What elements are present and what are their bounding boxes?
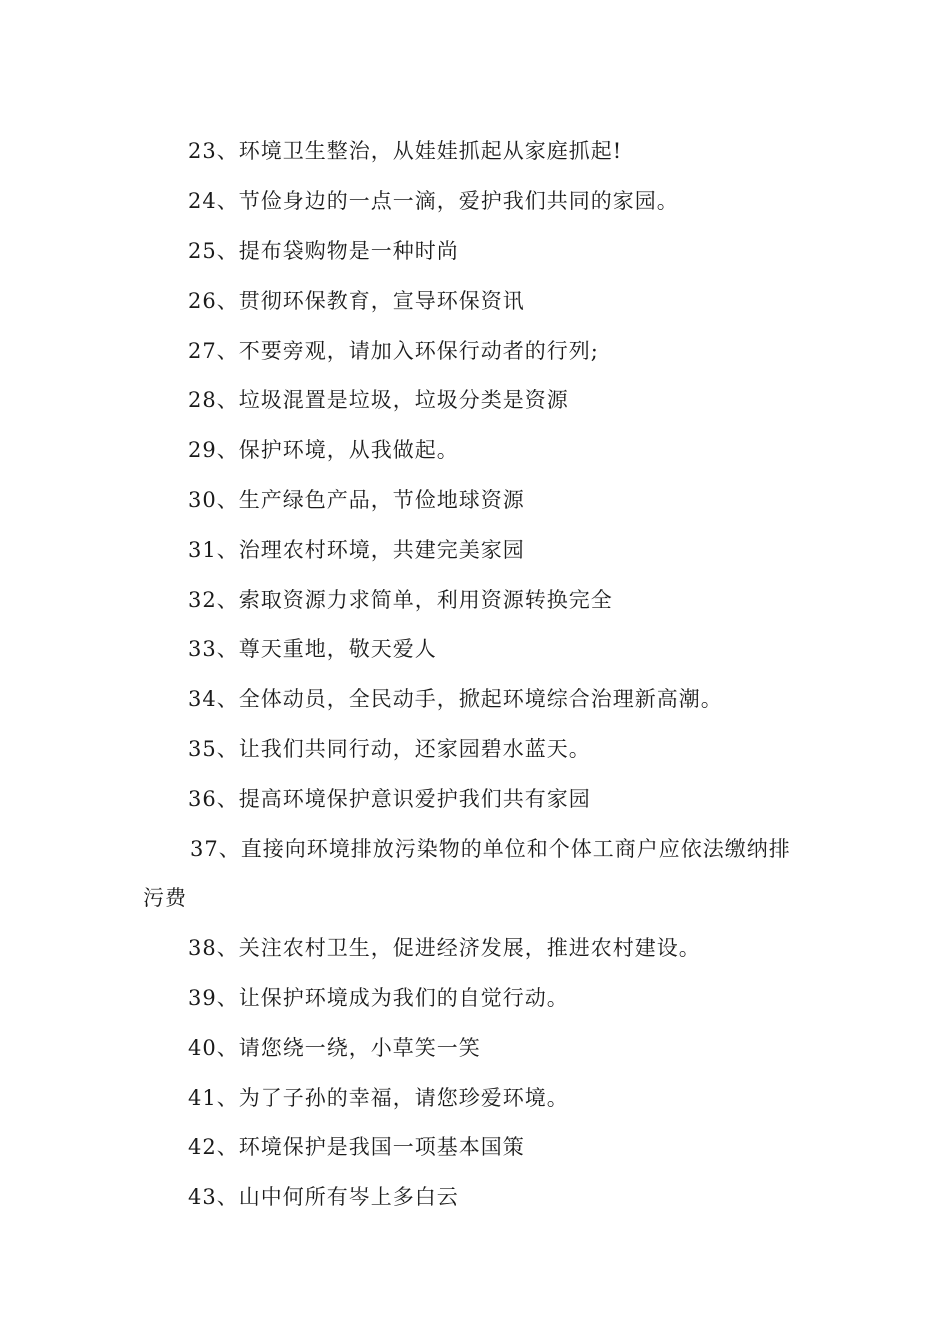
item-number: 27、 — [188, 339, 239, 363]
item-number: 28、 — [188, 388, 239, 412]
item-number: 41、 — [188, 1086, 239, 1110]
list-item — [188, 782, 950, 816]
item-text: 环境卫生整治，从娃娃抓起从家庭抓起! — [238, 139, 623, 163]
item-number: 23、 — [188, 139, 239, 163]
list-item — [188, 184, 950, 218]
item-text: 直接向环境排放污染物的单位和个体工商户应依法缴纳排 — [240, 837, 791, 861]
item-text: 不要旁观，请加入环保行动者的行列; — [238, 339, 599, 363]
item-text: 污费 — [143, 886, 187, 910]
list-item — [190, 832, 950, 866]
list-item — [188, 732, 950, 766]
item-number: 26、 — [188, 289, 239, 313]
list-item — [188, 334, 950, 368]
list-item — [188, 1180, 950, 1214]
list-item — [188, 1031, 950, 1065]
item-number: 36、 — [188, 787, 239, 811]
item-text: 关注农村卫生，促进经济发展，推进农村建设。 — [238, 936, 701, 960]
list-item — [188, 383, 950, 417]
item-number: 31、 — [188, 538, 239, 562]
item-text: 山中何所有岑上多白云 — [238, 1185, 459, 1209]
item-number: 37、 — [190, 837, 241, 861]
list-item — [188, 284, 950, 318]
item-text: 让我们共同行动，还家园碧水蓝天。 — [238, 737, 591, 761]
item-number: 34、 — [188, 687, 239, 711]
list-item — [188, 433, 950, 467]
list-item — [188, 533, 950, 567]
item-number: 32、 — [188, 588, 239, 612]
list-item — [188, 931, 950, 965]
item-text: 垃圾混置是垃圾，垃圾分类是资源 — [238, 388, 569, 412]
item-text: 贯彻环保教育，宣导环保资讯 — [238, 289, 525, 313]
item-number: 24、 — [188, 189, 239, 213]
item-text: 生产绿色产品，节俭地球资源 — [238, 488, 525, 512]
item-text: 尊天重地，敬天爱人 — [238, 637, 437, 661]
item-number: 29、 — [188, 438, 239, 462]
list-item — [188, 1081, 950, 1115]
item-number: 30、 — [188, 488, 239, 512]
item-number: 25、 — [188, 239, 239, 263]
list-item — [188, 583, 950, 617]
item-number: 38、 — [188, 936, 239, 960]
item-number: 33、 — [188, 637, 239, 661]
item-text: 环境保护是我国一项基本国策 — [238, 1135, 525, 1159]
item-number: 43、 — [188, 1185, 239, 1209]
list-item — [188, 682, 950, 716]
item-number: 42、 — [188, 1135, 239, 1159]
item-text: 索取资源力求简单，利用资源转换完全 — [238, 588, 613, 612]
list-item-continuation — [143, 881, 950, 915]
list-item — [188, 981, 950, 1015]
item-text: 保护环境，从我做起。 — [238, 438, 459, 462]
item-number: 39、 — [188, 986, 239, 1010]
item-text: 节俭身边的一点一滴，爱护我们共同的家园。 — [238, 189, 679, 213]
item-text: 让保护环境成为我们的自觉行动。 — [238, 986, 569, 1010]
list-item — [188, 632, 950, 666]
item-text: 提布袋购物是一种时尚 — [238, 239, 459, 263]
item-number: 40、 — [188, 1036, 239, 1060]
item-text: 请您绕一绕，小草笑一笑 — [238, 1036, 481, 1060]
list-item — [188, 1130, 950, 1164]
item-text: 为了子孙的幸福，请您珍爱环境。 — [238, 1086, 569, 1110]
list-item — [188, 234, 950, 268]
item-text: 治理农村环境，共建完美家园 — [238, 538, 525, 562]
item-text: 全体动员，全民动手，掀起环境综合治理新高潮。 — [238, 687, 723, 711]
item-text: 提高环境保护意识爱护我们共有家园 — [238, 787, 591, 811]
list-item — [188, 483, 950, 517]
item-number: 35、 — [188, 737, 239, 761]
list-item — [188, 134, 950, 168]
